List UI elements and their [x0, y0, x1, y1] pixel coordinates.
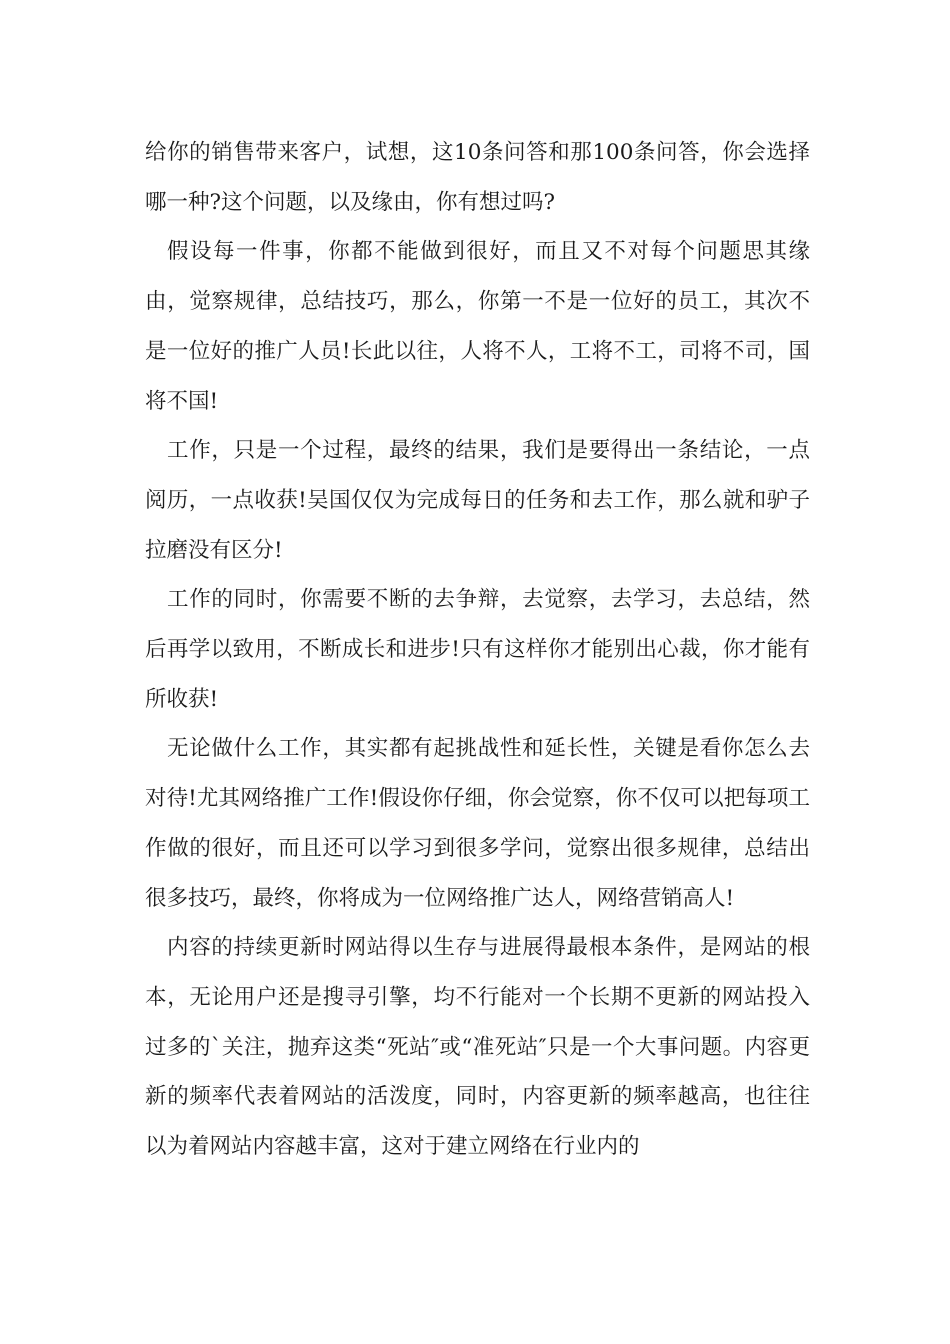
document-body	[145, 128, 810, 1172]
paragraph-2: 假设每一件事，你都不能做到很好，而且又不对每个问题思其缘由，觉察规律，总结技巧，那么，你第一不是一位好的员工，其次不是一位好的推广人员!长此以往，人将不人，工将不工，司将不司，国将不国!	[145, 239, 810, 414]
paragraph-5: 无论做什么工作，其实都有起挑战性和延长性，关键是看你怎么去对待!尤其网络推广工作!假设你仔细，你会觉察，你不仅可以把每项工作做的很好，而且还可以学习到很多学问，觉察出很多规律，总结出很多技巧，最终，你将成为一位网络推广达人，网络营销高人!	[145, 736, 810, 911]
paragraph-6: 内容的持续更新时网站得以生存与进展得最根本条件，是网站的根本，无论用户还是搜寻引擎，均不行能对一个长期不更新的网站投入过多的`关注，抛弃这类“死站″或“准死站″只是一个大事问题。内容更新的频率代表着网站的活泼度，同时，内容更新的频率越高，也往往以为着网站内容越丰富，这对于建立网络在行业内的	[145, 935, 810, 1160]
paragraph-3: 工作，只是一个过程，最终的结果，我们是要得出一条结论，一点阅历，一点收获!吴国仅仅为完成每日的任务和去工作，那么就和驴子拉磨没有区分!	[145, 438, 810, 563]
paragraph-1: 给你的销售带来客户，试想，这10条问答和那100条问答，你会选择哪一种?这个问题，以及缘由，你有想过吗?	[145, 140, 810, 215]
paragraph-4: 工作的同时，你需要不断的去争辩，去觉察，去学习，去总结，然后再学以致用，不断成长和进步!只有这样你才能别出心裁，你才能有所收获!	[145, 587, 810, 712]
